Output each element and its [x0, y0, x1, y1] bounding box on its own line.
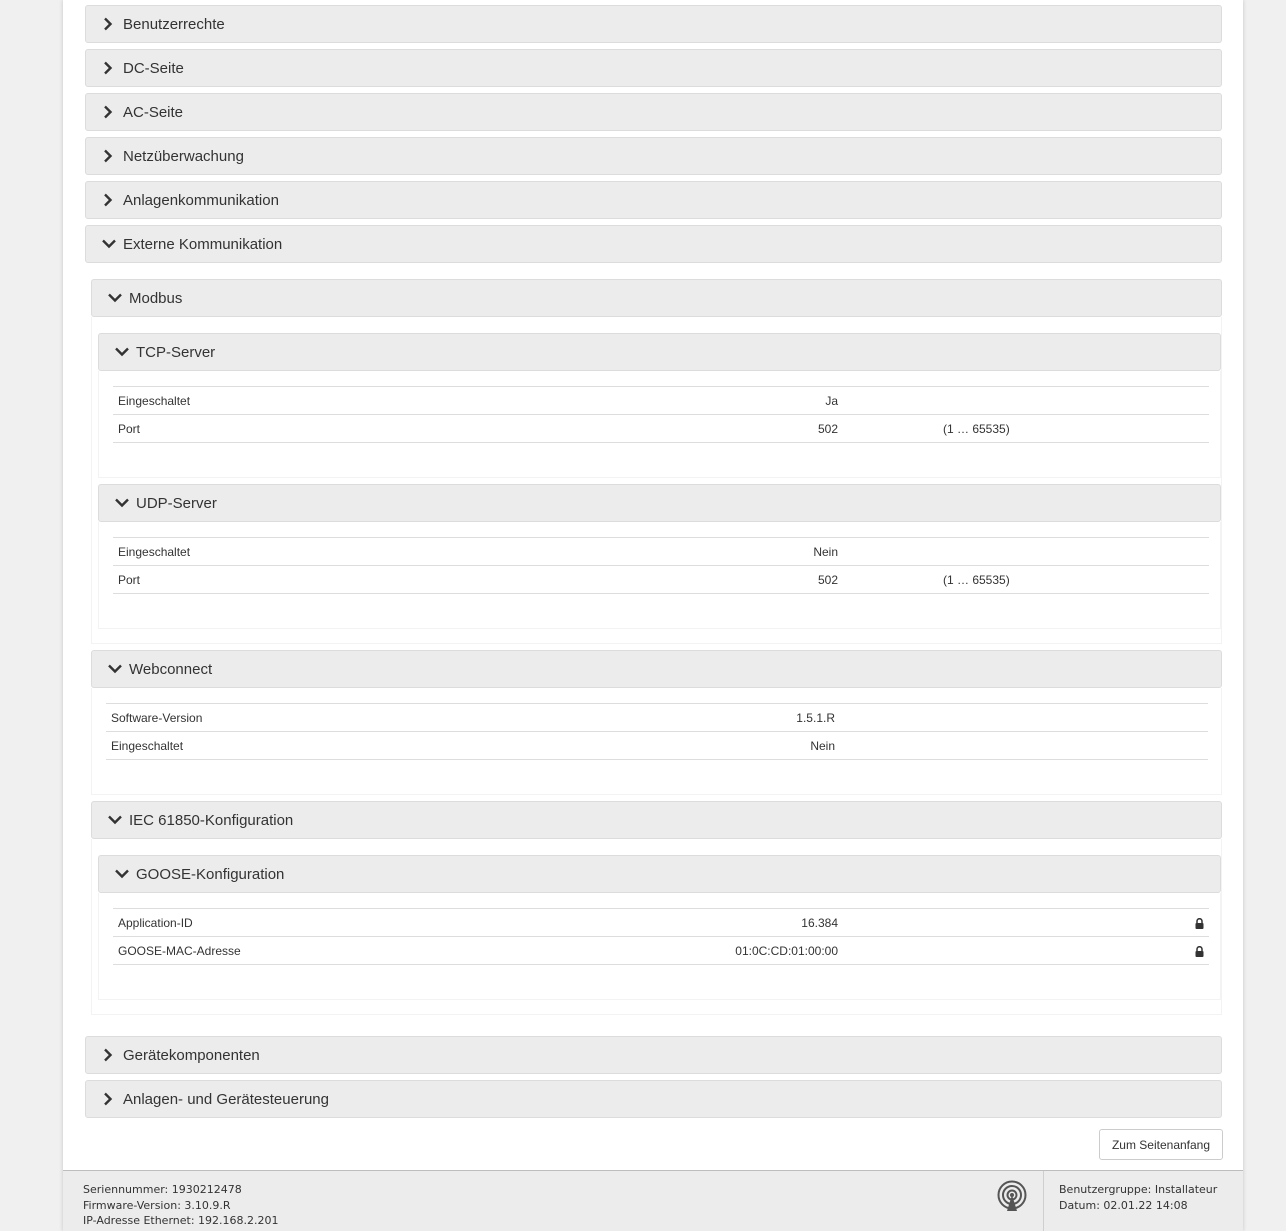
row-value: Ja	[613, 387, 843, 415]
serial-number: Seriennummer: 1930212478	[83, 1183, 242, 1196]
table-row	[113, 387, 1209, 415]
section-dc-seite[interactable]	[85, 49, 1222, 87]
udp-server-table	[113, 537, 1209, 594]
row-value: 16.384	[613, 909, 843, 937]
chevron-down-icon	[107, 813, 127, 827]
footer-divider	[1043, 1171, 1044, 1231]
row-value: 502	[613, 566, 843, 594]
session-info	[1059, 1182, 1217, 1213]
table-row	[113, 909, 1209, 937]
section-iec-61850[interactable]	[91, 801, 1222, 839]
parameter-tree	[85, 5, 1222, 1118]
section-netzueberwachung[interactable]	[85, 137, 1222, 175]
page-container	[63, 0, 1243, 1231]
section-benutzerrechte[interactable]	[85, 5, 1222, 43]
chevron-right-icon	[101, 17, 121, 31]
row-value: 502	[613, 415, 843, 443]
tcp-server-body	[98, 371, 1221, 478]
table-row	[113, 415, 1209, 443]
section-goose-konfiguration[interactable]	[98, 855, 1221, 893]
section-modbus[interactable]	[91, 279, 1222, 317]
section-anlagenkommunikation[interactable]	[85, 181, 1222, 219]
section-title: DC-Seite	[123, 59, 184, 77]
section-tcp-server[interactable]	[98, 333, 1221, 371]
table-row	[113, 538, 1209, 566]
row-value: 1.5.1.R	[606, 704, 840, 732]
section-webconnect[interactable]	[91, 650, 1222, 688]
status-footer	[63, 1170, 1243, 1231]
row-range: (1 … 65535)	[843, 415, 1209, 443]
section-anlagen-geraetesteuerung[interactable]	[85, 1080, 1222, 1118]
section-ac-seite[interactable]	[85, 93, 1222, 131]
row-label: Eingeschaltet	[113, 538, 613, 566]
firmware-version: Firmware-Version: 3.10.9.R	[83, 1198, 231, 1212]
section-geraetekomponenten[interactable]	[85, 1036, 1222, 1074]
row-label: Application-ID	[113, 909, 613, 937]
iec-61850-body	[91, 839, 1222, 1015]
externe-kommunikation-body	[85, 263, 1222, 1015]
section-title: Netzüberwachung	[123, 147, 244, 165]
date-time: Datum: 02.01.22 14:08	[1059, 1198, 1188, 1212]
wireless-signal-logo-icon	[996, 1180, 1028, 1212]
section-title: UDP-Server	[136, 494, 217, 512]
chevron-right-icon	[101, 193, 121, 207]
chevron-down-icon	[101, 237, 121, 251]
section-title: Benutzerrechte	[123, 15, 225, 33]
section-externe-kommunikation[interactable]	[85, 225, 1222, 263]
chevron-right-icon	[101, 1092, 121, 1106]
lock-icon	[1195, 918, 1204, 929]
section-title: GOOSE-Konfiguration	[136, 865, 285, 883]
goose-table	[113, 908, 1209, 965]
section-title: Webconnect	[129, 660, 213, 678]
row-value: Nein	[606, 732, 840, 760]
section-title: Externe Kommunikation	[123, 235, 283, 253]
section-title: AC-Seite	[123, 103, 184, 121]
section-title: Anlagenkommunikation	[123, 191, 279, 209]
section-title: IEC 61850-Konfiguration	[129, 811, 294, 829]
device-info	[83, 1182, 279, 1229]
table-row	[106, 732, 1208, 760]
chevron-right-icon	[101, 61, 121, 75]
webconnect-table	[106, 703, 1208, 760]
row-range: (1 … 65535)	[843, 566, 1209, 594]
table-row	[113, 566, 1209, 594]
section-title: Gerätekomponenten	[123, 1046, 260, 1064]
chevron-right-icon	[101, 149, 121, 163]
row-value: Nein	[613, 538, 843, 566]
section-title: Anlagen- und Gerätesteuerung	[123, 1090, 329, 1108]
row-label: Port	[113, 415, 613, 443]
row-label: Software-Version	[106, 704, 606, 732]
goose-body	[98, 893, 1221, 1000]
webconnect-body	[91, 688, 1222, 795]
row-label: Eingeschaltet	[113, 387, 613, 415]
user-group: Benutzergruppe: Installateur	[1059, 1183, 1218, 1196]
chevron-down-icon	[107, 291, 127, 305]
modbus-body	[91, 317, 1222, 644]
udp-server-body	[98, 522, 1221, 629]
row-label: Eingeschaltet	[106, 732, 606, 760]
table-row	[113, 937, 1209, 965]
chevron-down-icon	[114, 867, 134, 881]
chevron-right-icon	[101, 1048, 121, 1062]
chevron-down-icon	[114, 496, 134, 510]
scroll-to-top-button[interactable]: Zum Seitenanfang	[1099, 1129, 1223, 1160]
ip-address: IP-Adresse Ethernet: 192.168.2.201	[83, 1214, 279, 1227]
row-label: Port	[113, 566, 613, 594]
lock-icon	[1195, 946, 1204, 957]
row-label: GOOSE-MAC-Adresse	[113, 937, 613, 965]
row-value: 01:0C:CD:01:00:00	[613, 937, 843, 965]
tcp-server-table	[113, 386, 1209, 443]
section-udp-server[interactable]	[98, 484, 1221, 522]
row-range	[843, 387, 1209, 415]
chevron-down-icon	[114, 345, 134, 359]
section-title: TCP-Server	[136, 343, 216, 361]
chevron-down-icon	[107, 662, 127, 676]
chevron-right-icon	[101, 105, 121, 119]
table-row	[106, 704, 1208, 732]
row-range	[843, 538, 1209, 566]
section-title: Modbus	[129, 289, 183, 307]
